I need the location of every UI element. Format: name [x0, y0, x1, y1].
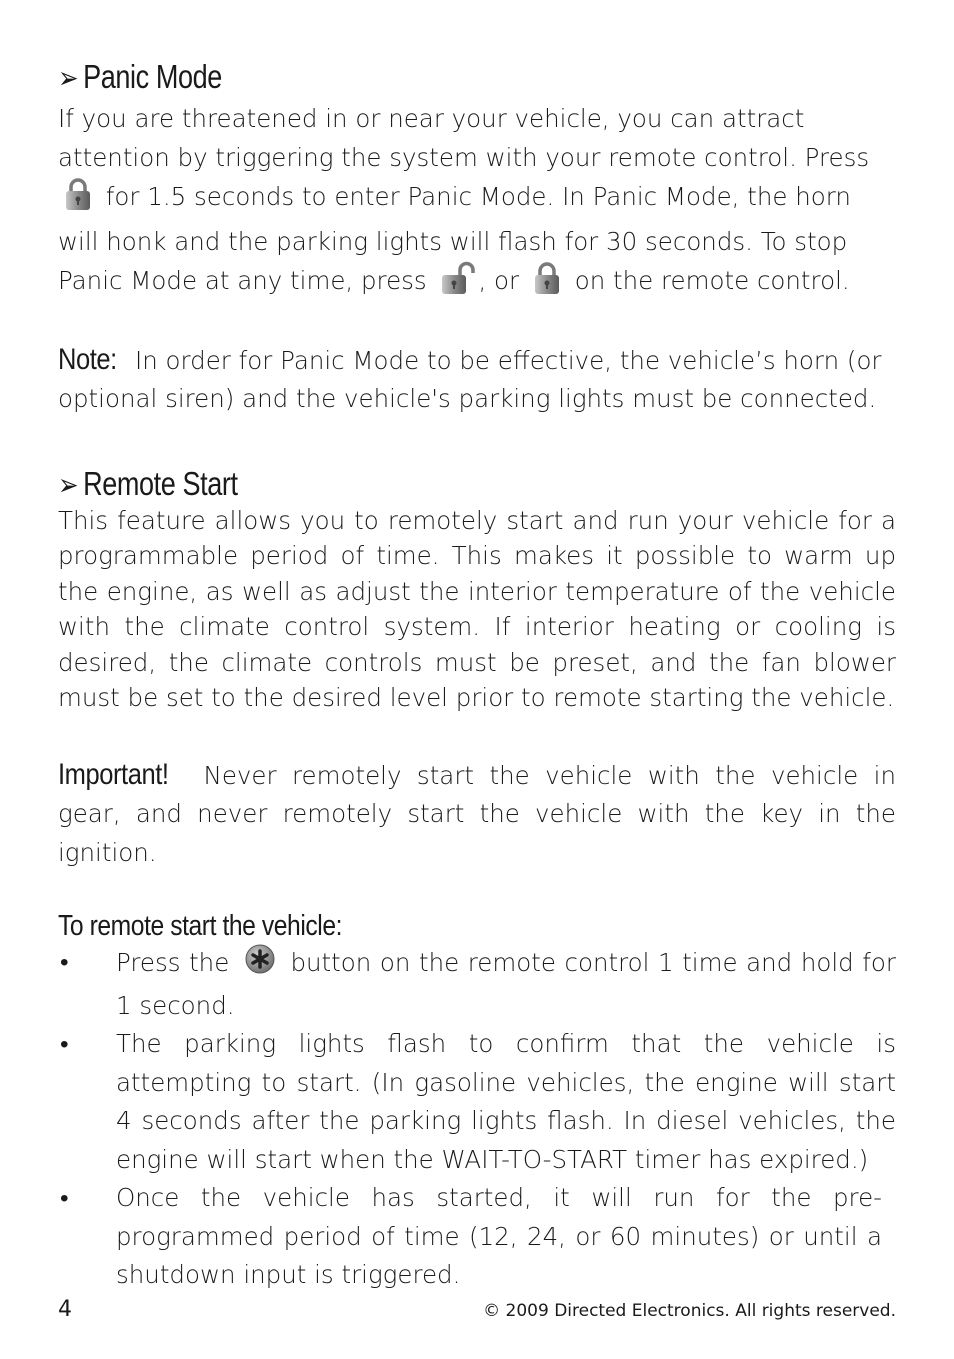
panic-mode-paragraph: If you are threatened in or near your vehicle, you can attract attention by triggering the system with your remote control. Press for 1.5 seconds to enter Panic Mode. In Panic Mode, the horn will honk and the parking lights will flash for 30 seconds. To stop Panic Mode at any time, press , or on the remote control. — [58, 100, 896, 307]
list-item: • Once the vehicle has started, it will run for the pre-programmed period of time (12, 24, or 60 minutes) or until a shutdown input is triggered. — [58, 1179, 896, 1295]
bullet-icon: • — [60, 947, 69, 976]
page-footer — [58, 1297, 896, 1322]
copyright-text: © 2009 Directed Electronics. All rights reserved. — [483, 1301, 896, 1321]
page-number: 4 — [58, 1297, 72, 1322]
panic-note-paragraph: Note: In order for Panic Mode to be effective, the vehicle’s horn (or optional siren) and the vehicle's parking lights must be connected. — [58, 342, 882, 413]
remote-start-heading: ➢ Remote Start — [58, 464, 238, 502]
remote-start-subheading: To remote start the vehicle: — [58, 910, 343, 942]
remote-start-steps — [58, 943, 896, 1295]
page-content — [58, 58, 896, 1295]
important-label: Important! — [58, 757, 169, 791]
important-paragraph: Important! Never remotely start the vehicle with the vehicle in gear, and never remotely start the vehicle with the key in the ignition. — [58, 757, 896, 867]
lock-icon — [533, 261, 561, 307]
unlock-icon — [440, 261, 476, 307]
list-item: • Press the button on the remote control 1 time and hold for 1 second. — [58, 943, 896, 1025]
arrow-bullet-icon: ➢ — [58, 62, 79, 95]
note-label: Note: — [58, 342, 117, 376]
remote-start-paragraph: This feature allows you to remotely start and run your vehicle for a programmable period of time. This makes it possible to warm up the engine, as well as adjust the interior temperature of the vehicle with the climate control system. If interior heating or cooling is desired, the climate controls must be preset, and the fan blower must be set to the desired level prior to remote starting the vehicle. — [58, 505, 896, 712]
bullet-icon: • — [60, 1029, 69, 1058]
arrow-bullet-icon: ➢ — [58, 468, 79, 502]
lock-icon — [64, 177, 92, 223]
list-item: • The parking lights flash to confirm that the vehicle is attempting to start. (In gasoline vehicles, the engine will start 4 seconds after the parking lights flash. In diesel vehicles, the engine will start when the WAIT-TO-START timer has expired.) — [58, 1025, 896, 1179]
panic-mode-heading: ➢ Panic Mode — [58, 58, 222, 95]
bullet-icon: • — [60, 1183, 69, 1212]
aux-star-icon — [244, 943, 276, 987]
